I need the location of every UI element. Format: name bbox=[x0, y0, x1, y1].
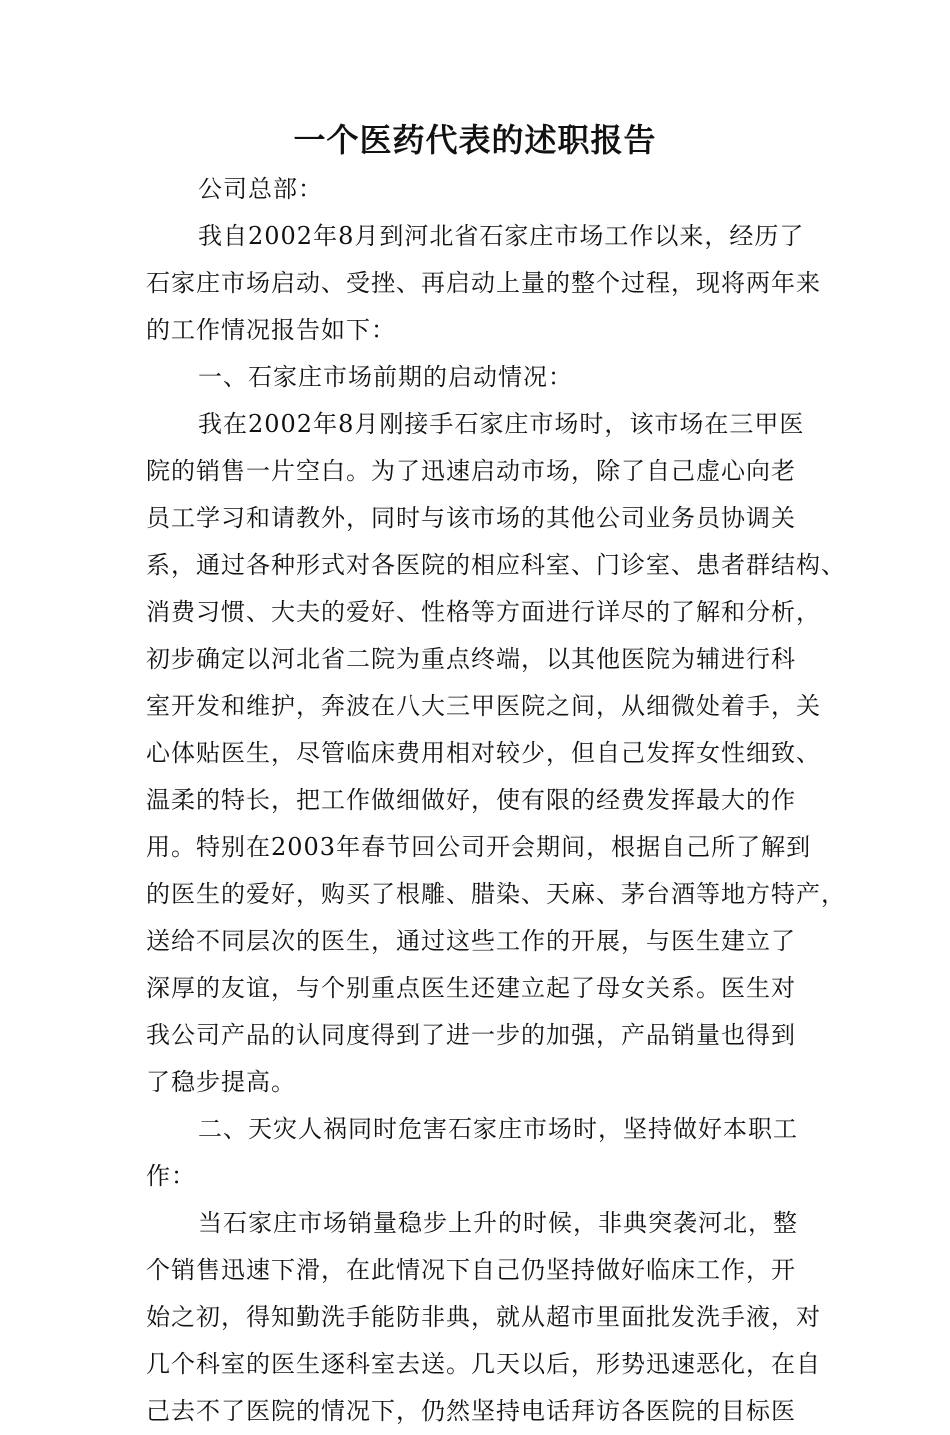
paragraph-line: 始之初，得知勤洗手能防非典，就从超市里面批发洗手液，对 bbox=[146, 1303, 821, 1331]
paragraph-line: 院的销售一片空白。为了迅速启动市场，除了自己虚心向老 bbox=[146, 457, 796, 485]
section-heading: 一、石家庄市场前期的启动情况： bbox=[198, 363, 573, 391]
paragraph-line: 初步确定以河北省二院为重点终端，以其他医院为辅进行科 bbox=[146, 645, 796, 673]
paragraph-line: 室开发和维护，奔波在八大三甲医院之间，从细微处着手，关 bbox=[146, 692, 821, 720]
paragraph-line: 用。特别在2003年春节回公司开会期间，根据自己所了解到 bbox=[146, 833, 812, 861]
section-heading-continued: 作： bbox=[146, 1162, 196, 1190]
paragraph-line: 的医生的爱好，购买了根雕、腊染、天麻、茅台酒等地方特产， bbox=[146, 880, 846, 908]
paragraph-line: 我公司产品的认同度得到了进一步的加强，产品销量也得到 bbox=[146, 1021, 796, 1049]
paragraph-line: 几个科室的医生逐科室去送。几天以后，形势迅速恶化，在自 bbox=[146, 1350, 821, 1378]
paragraph-line: 系，通过各种形式对各医院的相应科室、门诊室、患者群结构、 bbox=[146, 551, 846, 579]
paragraph-line: 当石家庄市场销量稳步上升的时候，非典突袭河北，整 bbox=[198, 1209, 798, 1237]
paragraph-line: 消费习惯、大夫的爱好、性格等方面进行详尽的了解和分析， bbox=[146, 598, 821, 626]
document-body bbox=[146, 166, 846, 1435]
paragraph-line: 了稳步提高。 bbox=[146, 1068, 296, 1096]
paragraph-line: 心体贴医生，尽管临床费用相对较少，但自己发挥女性细致、 bbox=[146, 739, 821, 767]
section-heading: 二、天灾人祸同时危害石家庄市场时，坚持做好本职工 bbox=[198, 1115, 798, 1143]
paragraph-line: 我在2002年8月刚接手石家庄市场时，该市场在三甲医 bbox=[198, 410, 805, 438]
paragraph-line: 员工学习和请教外，同时与该市场的其他公司业务员协调关 bbox=[146, 504, 796, 532]
paragraph-line: 己去不了医院的情况下，仍然坚持电话拜访各医院的目标医 bbox=[146, 1397, 796, 1425]
paragraph-line: 温柔的特长，把工作做细做好，使有限的经费发挥最大的作 bbox=[146, 786, 796, 814]
paragraph-line: 石家庄市场启动、受挫、再启动上量的整个过程，现将两年来 bbox=[146, 269, 821, 297]
paragraph-line: 送给不同层次的医生，通过这些工作的开展，与医生建立了 bbox=[146, 927, 796, 955]
paragraph-line: 我自2002年8月到河北省石家庄市场工作以来，经历了 bbox=[198, 222, 805, 250]
document-title: 一个医药代表的述职报告 bbox=[293, 121, 657, 159]
paragraph-line: 深厚的友谊，与个别重点医生还建立起了母女关系。医生对 bbox=[146, 974, 796, 1002]
paragraph-line: 个销售迅速下滑，在此情况下自己仍坚持做好临床工作，开 bbox=[146, 1256, 796, 1284]
paragraph-line: 的工作情况报告如下： bbox=[146, 316, 396, 344]
salutation-line: 公司总部： bbox=[198, 175, 323, 203]
